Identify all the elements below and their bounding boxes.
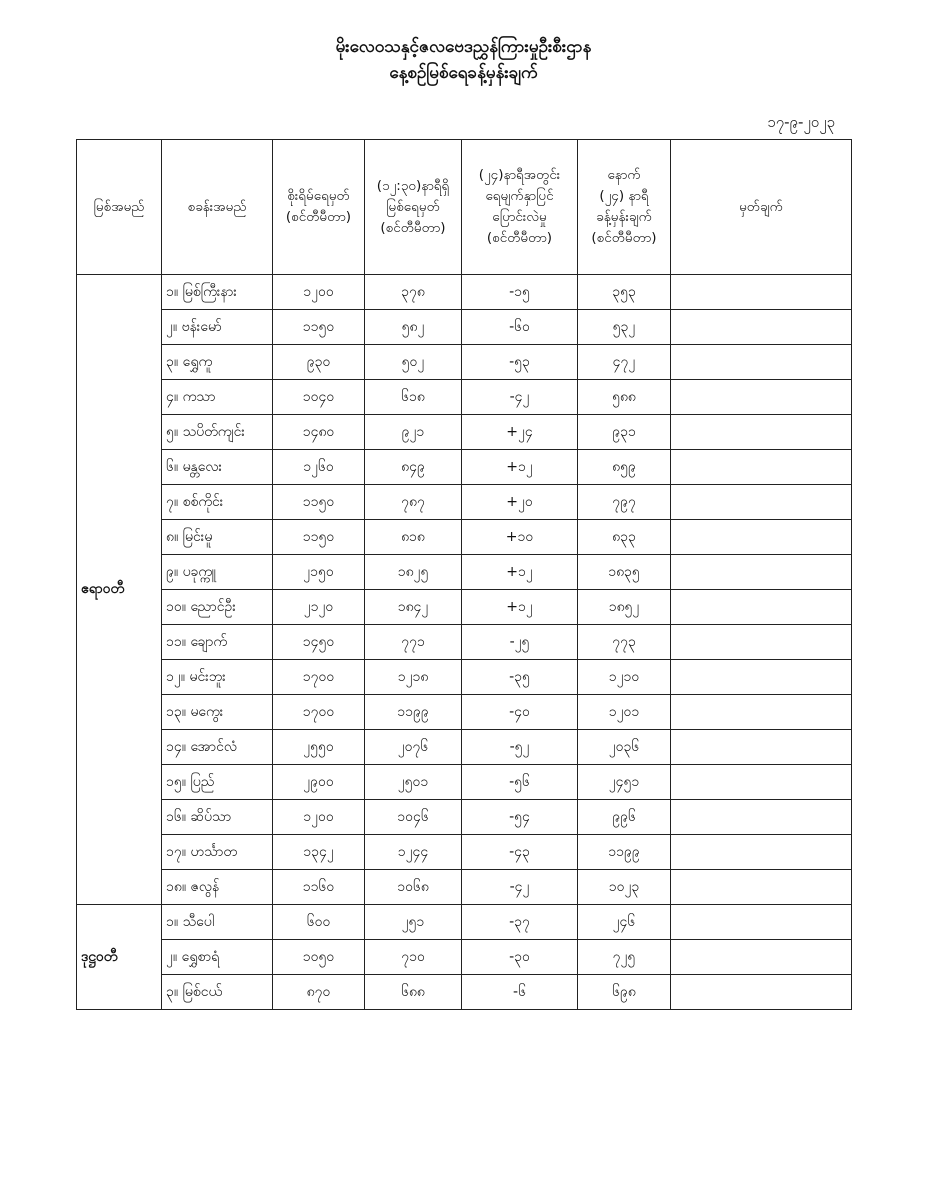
danger-level-cell: ၁၀၅၀ bbox=[273, 940, 365, 975]
table-row bbox=[77, 870, 852, 905]
change-cell: -၅၆ bbox=[462, 765, 578, 800]
danger-level-cell: ၆၀၀ bbox=[273, 905, 365, 940]
change-cell: -၆၀ bbox=[462, 310, 578, 345]
danger-level-cell: ၂၅၅၀ bbox=[273, 730, 365, 765]
current-level-cell: ၃၇၈ bbox=[365, 275, 462, 310]
forecast-cell: ၄၇၂ bbox=[578, 345, 671, 380]
change-cell: -၆ bbox=[462, 975, 578, 1010]
danger-level-cell: ၁၇၀၀ bbox=[273, 660, 365, 695]
station-cell: ၁၃။ မကွေး bbox=[162, 695, 273, 730]
remarks-cell bbox=[671, 835, 852, 870]
forecast-cell: ၈၅၉ bbox=[578, 450, 671, 485]
forecast-cell: ၂၄၆ bbox=[578, 905, 671, 940]
station-cell: ၆။ မန္တလေး bbox=[162, 450, 273, 485]
remarks-cell bbox=[671, 310, 852, 345]
station-cell: ၁။ သီပေါ bbox=[162, 905, 273, 940]
remarks-cell bbox=[671, 660, 852, 695]
table-row bbox=[77, 625, 852, 660]
current-level-cell: ၂၀၇၆ bbox=[365, 730, 462, 765]
station-cell: ၁၀။ ညောင်ဦး bbox=[162, 590, 273, 625]
current-level-cell: ၁၂၁၈ bbox=[365, 660, 462, 695]
danger-level-cell: ၁၁၅၀ bbox=[273, 310, 365, 345]
table-row bbox=[77, 380, 852, 415]
forecast-cell: ၇၇၃ bbox=[578, 625, 671, 660]
table-row bbox=[77, 275, 852, 310]
station-cell: ၂။ ရွှေစာရံ bbox=[162, 940, 273, 975]
station-cell: ၁၂။ မင်းဘူး bbox=[162, 660, 273, 695]
forecast-cell: ၅၃၂ bbox=[578, 310, 671, 345]
danger-level-cell: ၉၃၀ bbox=[273, 345, 365, 380]
station-cell: ၁၅။ ပြည် bbox=[162, 765, 273, 800]
header-remarks: မှတ်ချက် bbox=[671, 140, 852, 275]
change-cell: -၄၂ bbox=[462, 380, 578, 415]
current-level-cell: ၂၅၀၁ bbox=[365, 765, 462, 800]
danger-level-cell: ၁၂၀၀ bbox=[273, 275, 365, 310]
remarks-cell bbox=[671, 275, 852, 310]
current-level-cell: ၆၈၈ bbox=[365, 975, 462, 1010]
danger-level-cell: ၁၀၄၀ bbox=[273, 380, 365, 415]
current-level-cell: ၁၈၂၅ bbox=[365, 555, 462, 590]
remarks-cell bbox=[671, 450, 852, 485]
current-level-cell: ၁၁၉၉ bbox=[365, 695, 462, 730]
forecast-cell: ၉၉၆ bbox=[578, 800, 671, 835]
change-cell: -၃၇ bbox=[462, 905, 578, 940]
header-forecast: နောက် (၂၄) နာရီ ခန့်မှန်းချက် (စင်တီမီတာ) bbox=[578, 140, 671, 275]
change-cell: +၁၂ bbox=[462, 590, 578, 625]
remarks-cell bbox=[671, 800, 852, 835]
remarks-cell bbox=[671, 345, 852, 380]
forecast-cell: ၃၅၃ bbox=[578, 275, 671, 310]
current-level-cell: ၆၁၈ bbox=[365, 380, 462, 415]
table-row bbox=[77, 765, 852, 800]
forecast-cell: ၅၈၈ bbox=[578, 380, 671, 415]
remarks-cell bbox=[671, 625, 852, 660]
current-level-cell: ၅၀၂ bbox=[365, 345, 462, 380]
remarks-cell bbox=[671, 485, 852, 520]
forecast-cell: ၁၈၅၂ bbox=[578, 590, 671, 625]
current-level-cell: ၇၁၀ bbox=[365, 940, 462, 975]
change-cell: -၄၂ bbox=[462, 870, 578, 905]
change-cell: -၄၀ bbox=[462, 695, 578, 730]
current-level-cell: ၈၁၈ bbox=[365, 520, 462, 555]
station-cell: ၇။ စစ်ကိုင်း bbox=[162, 485, 273, 520]
change-cell: -၃၀ bbox=[462, 940, 578, 975]
station-cell: ၅။ သပိတ်ကျင်း bbox=[162, 415, 273, 450]
current-level-cell: ၁၀၆၈ bbox=[365, 870, 462, 905]
forecast-cell: ၁၁၉၉ bbox=[578, 835, 671, 870]
remarks-cell bbox=[671, 905, 852, 940]
change-cell: +၁၂ bbox=[462, 555, 578, 590]
table-row bbox=[77, 590, 852, 625]
forecast-cell: ၈၃၃ bbox=[578, 520, 671, 555]
forecast-cell: ၂၀၃၆ bbox=[578, 730, 671, 765]
table-row bbox=[77, 450, 852, 485]
danger-level-cell: ၂၉၀၀ bbox=[273, 765, 365, 800]
change-cell: -၅၂ bbox=[462, 730, 578, 765]
change-cell: -၅၃ bbox=[462, 345, 578, 380]
forecast-cell: ၆၉၈ bbox=[578, 975, 671, 1010]
current-level-cell: ၂၅၁ bbox=[365, 905, 462, 940]
station-cell: ၉။ ပခုက္ကူ bbox=[162, 555, 273, 590]
change-cell: -၅၄ bbox=[462, 800, 578, 835]
table-body bbox=[77, 275, 852, 1010]
change-cell: +၁၀ bbox=[462, 520, 578, 555]
current-level-cell: ၇၇၁ bbox=[365, 625, 462, 660]
table-row bbox=[77, 695, 852, 730]
table-row bbox=[77, 555, 852, 590]
change-cell: +၁၂ bbox=[462, 450, 578, 485]
current-level-cell: ၅၈၂ bbox=[365, 310, 462, 345]
change-cell: +၂၄ bbox=[462, 415, 578, 450]
station-cell: ၁၆။ ဆိပ်သာ bbox=[162, 800, 273, 835]
change-cell: +၂၀ bbox=[462, 485, 578, 520]
table-row bbox=[77, 415, 852, 450]
station-cell: ၃။ မြစ်ငယ် bbox=[162, 975, 273, 1010]
forecast-cell: ၂၄၅၁ bbox=[578, 765, 671, 800]
danger-level-cell: ၁၁၅၀ bbox=[273, 485, 365, 520]
remarks-cell bbox=[671, 940, 852, 975]
remarks-cell bbox=[671, 555, 852, 590]
current-level-cell: ၈၄၉ bbox=[365, 450, 462, 485]
remarks-cell bbox=[671, 730, 852, 765]
remarks-cell bbox=[671, 520, 852, 555]
danger-level-cell: ၁၄၅၀ bbox=[273, 625, 365, 660]
danger-level-cell: ၁၁၆၀ bbox=[273, 870, 365, 905]
remarks-cell bbox=[671, 695, 852, 730]
river-name-cell: ဧရာဝတီ bbox=[77, 275, 162, 905]
change-cell: -၁၅ bbox=[462, 275, 578, 310]
document-title: မိုးလေဝသနှင့်ဇလဗေဒညွှန်ကြားမှုဦးစီးဌာန bbox=[335, 37, 592, 57]
table-row bbox=[77, 905, 852, 940]
station-cell: ၁။ မြစ်ကြီးနား bbox=[162, 275, 273, 310]
station-cell: ၁၄။ အောင်လံ bbox=[162, 730, 273, 765]
current-level-cell: ၉၂၁ bbox=[365, 415, 462, 450]
remarks-cell bbox=[671, 415, 852, 450]
river-forecast-table bbox=[76, 139, 852, 1010]
river-name-cell: ဒုဋ္ဌဝတီ bbox=[77, 905, 162, 1010]
remarks-cell bbox=[671, 975, 852, 1010]
table-row bbox=[77, 485, 852, 520]
table-row bbox=[77, 520, 852, 555]
forecast-cell: ၉၃၁ bbox=[578, 415, 671, 450]
station-cell: ၁၈။ ဇလွန် bbox=[162, 870, 273, 905]
header-danger-level: စိုးရိမ်ရေမှတ် (စင်တီမီတာ) bbox=[273, 140, 365, 275]
danger-level-cell: ၁၁၅၀ bbox=[273, 520, 365, 555]
table-row bbox=[77, 800, 852, 835]
forecast-cell: ၁၈၃၅ bbox=[578, 555, 671, 590]
station-cell: ၃။ ရွှေကူ bbox=[162, 345, 273, 380]
remarks-cell bbox=[671, 590, 852, 625]
forecast-cell: ၇၂၅ bbox=[578, 940, 671, 975]
change-cell: -၃၅ bbox=[462, 660, 578, 695]
header-current-level: (၁၂:၃၀)နာရီရှိ မြစ်ရေမှတ် (စင်တီမီတာ) bbox=[365, 140, 462, 275]
header-station: စခန်းအမည် bbox=[162, 140, 273, 275]
danger-level-cell: ၁၂၆၀ bbox=[273, 450, 365, 485]
remarks-cell bbox=[671, 870, 852, 905]
remarks-cell bbox=[671, 380, 852, 415]
forecast-cell: ၁၀၂၃ bbox=[578, 870, 671, 905]
danger-level-cell: ၁၂၀၀ bbox=[273, 800, 365, 835]
current-level-cell: ၁၀၄၆ bbox=[365, 800, 462, 835]
station-cell: ၈။ မြင်းမူ bbox=[162, 520, 273, 555]
danger-level-cell: ၂၁၅၀ bbox=[273, 555, 365, 590]
forecast-cell: ၁၂၀၁ bbox=[578, 695, 671, 730]
station-cell: ၁၁။ ချောက် bbox=[162, 625, 273, 660]
table-row bbox=[77, 730, 852, 765]
current-level-cell: ၁၂၄၄ bbox=[365, 835, 462, 870]
header-river: မြစ်အမည် bbox=[77, 140, 162, 275]
station-cell: ၂။ ဗန်းမော် bbox=[162, 310, 273, 345]
danger-level-cell: ၁၄၈၀ bbox=[273, 415, 365, 450]
current-level-cell: ၇၈၇ bbox=[365, 485, 462, 520]
table-row bbox=[77, 345, 852, 380]
change-cell: -၄၃ bbox=[462, 835, 578, 870]
change-cell: -၂၅ bbox=[462, 625, 578, 660]
forecast-cell: ၁၂၁၀ bbox=[578, 660, 671, 695]
table-row bbox=[77, 940, 852, 975]
table-row bbox=[77, 660, 852, 695]
table-row bbox=[77, 975, 852, 1010]
danger-level-cell: ၁၇၀၀ bbox=[273, 695, 365, 730]
document-subtitle: နေ့စဉ်မြစ်ရေခန့်မှန်းချက် bbox=[389, 63, 538, 83]
remarks-cell bbox=[671, 765, 852, 800]
table-row bbox=[77, 835, 852, 870]
current-level-cell: ၁၈၄၂ bbox=[365, 590, 462, 625]
forecast-cell: ၇၉၇ bbox=[578, 485, 671, 520]
header-row bbox=[77, 140, 852, 275]
station-cell: ၁၇။ ဟင်္သာတ bbox=[162, 835, 273, 870]
danger-level-cell: ၈၇၀ bbox=[273, 975, 365, 1010]
station-cell: ၄။ ကသာ bbox=[162, 380, 273, 415]
report-date: ၁၇-၉-၂၀၂၃ bbox=[767, 113, 835, 131]
danger-level-cell: ၁၃၄၂ bbox=[273, 835, 365, 870]
header-change-24h: (၂၄)နာရီအတွင်း ရေမျက်နှာပြင် ပြောင်းလဲမှု (စင်တီမီတာ) bbox=[462, 140, 578, 275]
danger-level-cell: ၂၁၂၀ bbox=[273, 590, 365, 625]
table-row bbox=[77, 310, 852, 345]
